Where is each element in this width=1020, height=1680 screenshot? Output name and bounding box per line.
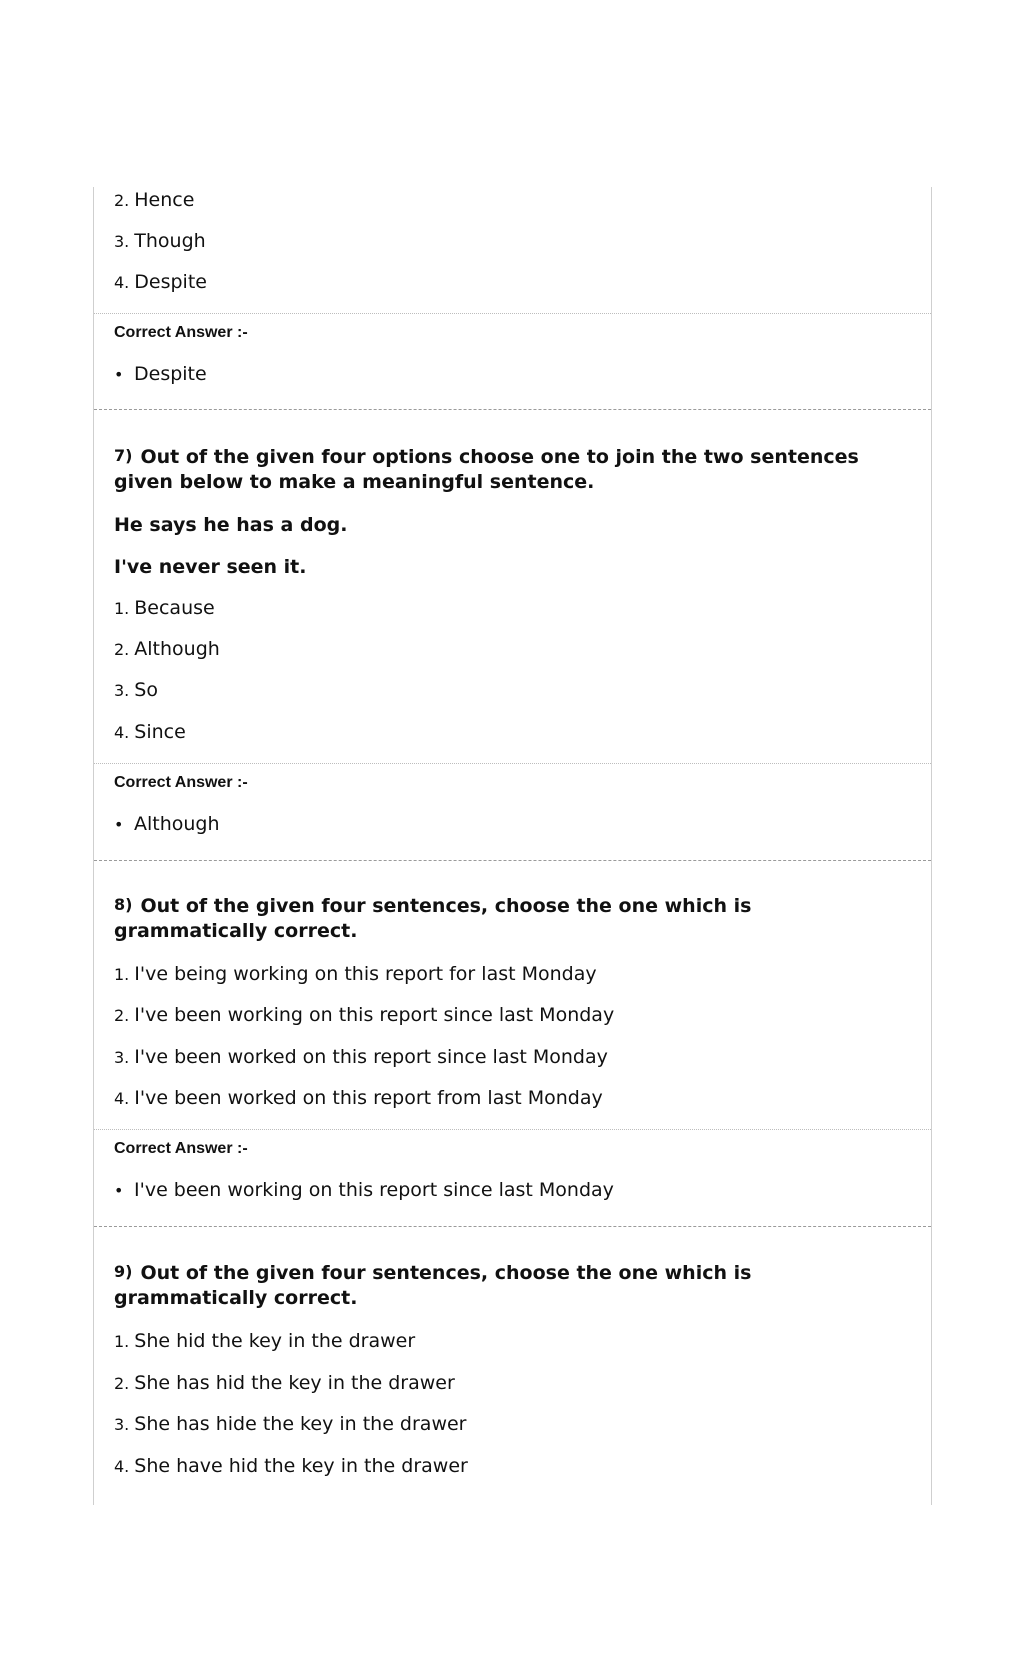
q8-title: 8) Out of the given four sentences, choose the one which is grammatically correct.: [114, 895, 752, 942]
q8-option-3: 3. I've been worked on this report since last Monday: [114, 1046, 608, 1068]
q7-title: 7) Out of the given four options choose one to join the two sentences given below to make a meaningful sentence.: [114, 446, 859, 493]
question-frame: [93, 187, 932, 1505]
q6-divider: [94, 313, 931, 314]
q7-correct-answer: • Although: [114, 813, 220, 835]
q8-divider: [94, 1129, 931, 1130]
q7-divider: [94, 763, 931, 764]
q9-option-3: 3. She has hide the key in the drawer: [114, 1413, 467, 1435]
q6-end-separator: [94, 409, 931, 410]
q7-sentence-2: I've never seen it.: [114, 556, 307, 578]
q9-option-2: 2. She has hid the key in the drawer: [114, 1372, 455, 1394]
q8-option-1: 1. I've being working on this report for last Monday: [114, 963, 597, 985]
q9-title: 9) Out of the given four sentences, choose the one which is grammatically correct.: [114, 1262, 752, 1309]
q9-option-1: 1. She hid the key in the drawer: [114, 1330, 416, 1352]
q8-correct-answer: • I've been working on this report since last Monday: [114, 1179, 614, 1201]
q6-correct-answer: • Despite: [114, 363, 207, 385]
q7-option-4: 4. Since: [114, 721, 186, 743]
q7-end-separator: [94, 860, 931, 861]
q6-option-4: 4. Despite: [114, 271, 207, 293]
q6-option-2: 2. Hence: [114, 189, 195, 211]
q8-option-4: 4. I've been worked on this report from last Monday: [114, 1087, 603, 1109]
q6-option-3: 3. Though: [114, 230, 206, 252]
q8-correct-answer-label: Correct Answer :-: [114, 1140, 248, 1157]
q9-option-4: 4. She have hid the key in the drawer: [114, 1455, 468, 1477]
q7-sentence-1: He says he has a dog.: [114, 514, 348, 536]
q7-option-1: 1. Because: [114, 597, 215, 619]
q6-correct-answer-label: Correct Answer :-: [114, 324, 248, 341]
q7-correct-answer-label: Correct Answer :-: [114, 774, 248, 791]
q7-option-3: 3. So: [114, 679, 158, 701]
q8-end-separator: [94, 1226, 931, 1227]
q7-option-2: 2. Although: [114, 638, 220, 660]
q8-option-2: 2. I've been working on this report since last Monday: [114, 1004, 615, 1026]
